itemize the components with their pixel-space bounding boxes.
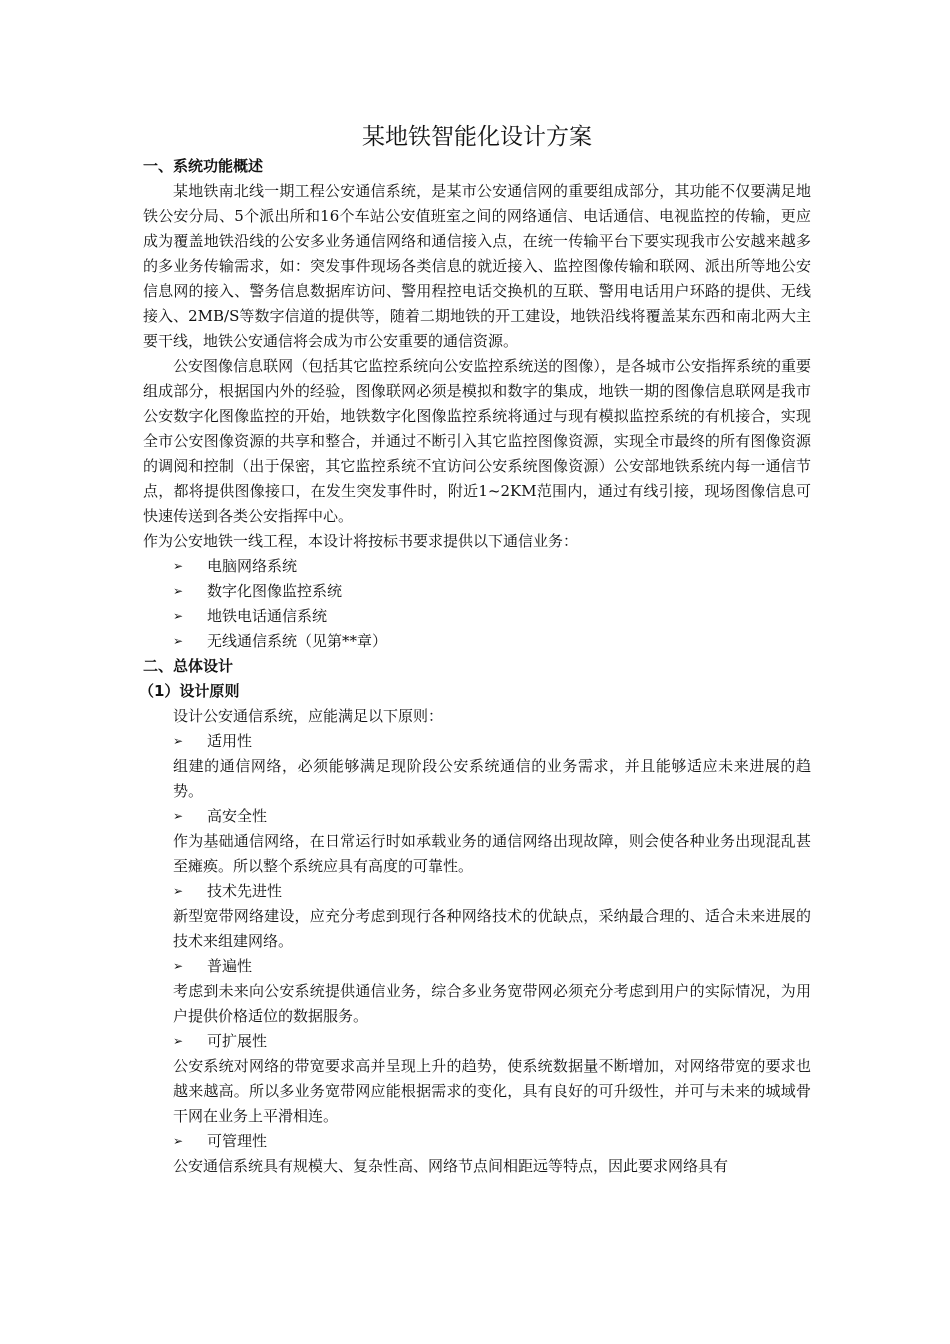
principle-description: 作为基础通信网络，在日常运行时如承载业务的通信网络出现故障，则会使各种业务出现混乱甚至瘫痪。所以整个系统应具有高度的可靠性。	[173, 832, 811, 875]
list-item	[143, 554, 811, 579]
principle-name: 可扩展性	[207, 1032, 268, 1050]
list-item-label: 数字化图像监控系统	[207, 582, 343, 600]
list-item	[143, 629, 811, 654]
list-item	[143, 604, 811, 629]
arrow-bullet-icon: ➢	[173, 609, 184, 623]
list-item-label: 无线通信系统（见第**章）	[207, 632, 388, 650]
principle-name: 可管理性	[207, 1132, 268, 1150]
service-list	[143, 554, 811, 654]
arrow-bullet-icon: ➢	[173, 884, 184, 898]
document-page	[139, 120, 811, 1179]
arrow-bullet-icon: ➢	[173, 559, 184, 573]
section-heading-overview: 一、系统功能概述	[143, 157, 264, 175]
list-item	[143, 579, 811, 604]
arrow-bullet-icon: ➢	[173, 1034, 184, 1048]
principle-name: 技术先进性	[207, 882, 283, 900]
overview-paragraph-3: 作为公安地铁一线工程，本设计将按标书要求提供以下通信业务：	[143, 532, 579, 550]
principle-description: 公安通信系统具有规模大、复杂性高、网络节点间相距远等特点，因此要求网络具有	[173, 1157, 729, 1175]
arrow-bullet-icon: ➢	[173, 584, 184, 598]
list-item-label: 电脑网络系统	[207, 557, 298, 575]
principle-description: 组建的通信网络，必须能够满足现阶段公安系统通信的业务需求，并且能够适应未来进展的趋势。	[173, 757, 811, 800]
principle-title	[143, 1129, 811, 1154]
arrow-bullet-icon: ➢	[173, 634, 184, 648]
overview-paragraph-1: 某地铁南北线一期工程公安通信系统，是某市公安通信网的重要组成部分，其功能不仅要满足地铁公安分局、5个派出所和16个车站公安值班室之间的网络通信、电话通信、电视监控的传输，更应成为覆盖地铁沿线的公安多业务通信网络和通信接入点，在统一传输平台下要实现我市公安越来越多的多业务传输需求，如：突发事件现场各类信息的就近接入、监控图像传输和联网、派出所等地公安信息网的接入、警务信息数据库访问、警用程控电话交换机的互联、警用电话用户环路的提供、无线接入、2MB/S等数字信道的提供等，随着二期地铁的开工建设，地铁沿线将覆盖某东西和南北两大主要干线，地铁公安通信将会成为市公安重要的通信资源。	[143, 182, 811, 350]
principle-list	[143, 729, 811, 1179]
arrow-bullet-icon: ➢	[173, 734, 184, 748]
section-heading-design: 二、总体设计	[143, 657, 234, 675]
principle-name: 适用性	[207, 732, 253, 750]
list-item-label: 地铁电话通信系统	[207, 607, 328, 625]
principle-title	[143, 879, 811, 904]
principles-intro: 设计公安通信系统，应能满足以下原则：	[173, 707, 444, 725]
arrow-bullet-icon: ➢	[173, 1134, 184, 1148]
principle-name: 高安全性	[207, 807, 268, 825]
principle-description: 新型宽带网络建设，应充分考虑到现行各种网络技术的优缺点，采纳最合理的、适合未来进展的技术来组建网络。	[173, 907, 811, 950]
overview-paragraph-2: 公安图像信息联网（包括其它监控系统向公安监控系统送的图像），是各城市公安指挥系统的重要组成部分，根据国内外的经验，图像联网必须是模拟和数字的集成，地铁一期的图像信息联网是我市公安数字化图像监控的开始，地铁数字化图像监控系统将通过与现有模拟监控系统的有机接合，实现全市公安图像资源的共享和整合，并通过不断引入其它监控图像资源，实现全市最终的所有图像资源的调阅和控制（出于保密，其它监控系统不宜访问公安系统图像资源）公安部地铁系统内每一通信节点，都将提供图像接口，在发生突发事件时，附近1~2KM范围内，通过有线引接，现场图像信息可快速传送到各类公安指挥中心。	[143, 357, 811, 525]
principle-description: 公安系统对网络的带宽要求高并呈现上升的趋势，使系统数据量不断增加，对网络带宽的要求也越来越高。所以多业务宽带网应能根据需求的变化，具有良好的可升级性，并可与未来的城域骨干网在业务上平滑相连。	[173, 1057, 811, 1125]
arrow-bullet-icon: ➢	[173, 809, 184, 823]
subsection-heading-principles: （1）设计原则	[139, 682, 240, 700]
principle-title	[143, 804, 811, 829]
arrow-bullet-icon: ➢	[173, 959, 184, 973]
principle-title	[143, 954, 811, 979]
principle-description: 考虑到未来向公安系统提供通信业务，综合多业务宽带网必须充分考虑到用户的实际情况，为用户提供价格适位的数据服务。	[173, 982, 811, 1025]
principle-name: 普遍性	[207, 957, 253, 975]
document-title: 某地铁智能化设计方案	[362, 124, 592, 150]
principle-title	[143, 729, 811, 754]
principle-title	[143, 1029, 811, 1054]
